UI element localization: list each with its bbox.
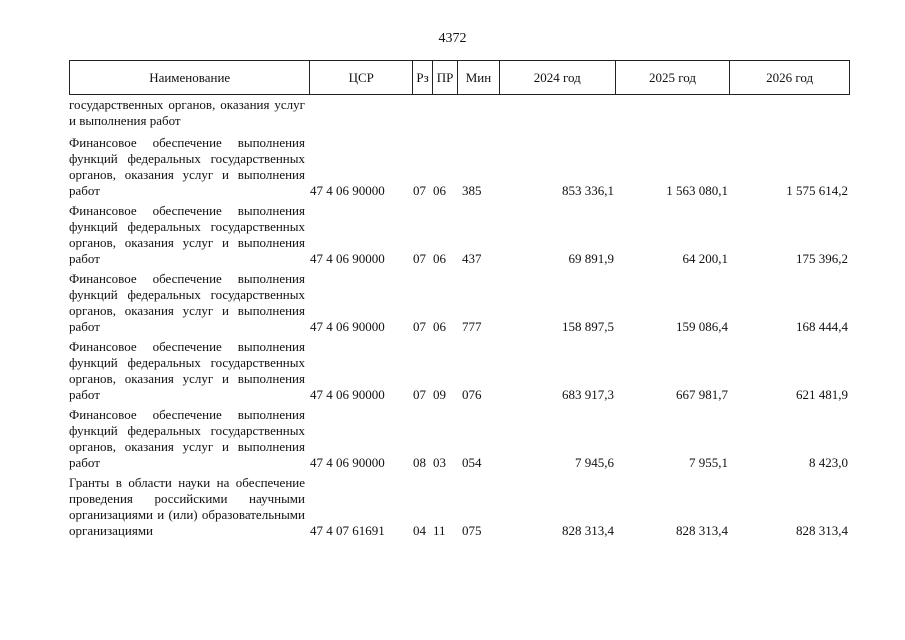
row-rz: 08 — [413, 455, 426, 470]
row-2025: 159 086,4 — [676, 319, 728, 334]
table-row — [69, 407, 850, 471]
header-2026: 2026 год — [766, 69, 814, 85]
row-csr: 47 4 06 90000 — [310, 387, 385, 402]
header-name: Наименование — [70, 61, 310, 94]
table-row — [69, 339, 850, 403]
row-2024: 7 945,6 — [575, 455, 614, 470]
row-min: 385 — [462, 183, 482, 198]
row-min: 777 — [462, 319, 482, 334]
row-2024: 69 891,9 — [568, 251, 614, 266]
row-2024: 828 313,4 — [562, 523, 614, 538]
table-row — [69, 271, 850, 335]
row-pr: 03 — [433, 455, 446, 470]
row-2026: 828 313,4 — [796, 523, 848, 538]
row-2024: 853 336,1 — [562, 183, 614, 198]
table-rows — [69, 135, 850, 539]
table-row — [69, 203, 850, 267]
table-body — [69, 97, 850, 543]
row-rz: 07 — [413, 319, 426, 334]
row-2026: 175 396,2 — [796, 251, 848, 266]
row-pr: 06 — [433, 183, 446, 198]
row-2026: 621 481,9 — [796, 387, 848, 402]
row-2025: 1 563 080,1 — [666, 183, 728, 198]
header-csr: ЦСР — [310, 61, 413, 94]
row-name: Финансовое обеспечение выполнения функций федеральных государственных органов, оказания услуг и выполнения работ — [69, 339, 305, 402]
row-csr: 47 4 06 90000 — [310, 455, 385, 470]
row-2025: 828 313,4 — [676, 523, 728, 538]
row-min: 437 — [462, 251, 482, 266]
header-rz: Рз — [413, 61, 433, 94]
row-2026: 168 444,4 — [796, 319, 848, 334]
row-2025: 64 200,1 — [682, 251, 728, 266]
row-name: Финансовое обеспечение выполнения функций федеральных государственных органов, оказания услуг и выполнения работ — [69, 407, 305, 470]
row-min: 075 — [462, 523, 482, 538]
row-name: Финансовое обеспечение выполнения функций федеральных государственных органов, оказания услуг и выполнения работ — [69, 271, 305, 334]
row-2024: 683 917,3 — [562, 387, 614, 402]
header-min: Мин — [458, 61, 500, 94]
row-pr: 06 — [433, 319, 446, 334]
row-name: Гранты в области науки на обеспечение проведения российскими научными организациями и (или) образовательными организациями — [69, 475, 305, 538]
row-2024: 158 897,5 — [562, 319, 614, 334]
table-row — [69, 135, 850, 199]
row-csr: 47 4 06 90000 — [310, 183, 385, 198]
row-min: 054 — [462, 455, 482, 470]
row-csr: 47 4 06 90000 — [310, 251, 385, 266]
row-pr: 09 — [433, 387, 446, 402]
row-name: Финансовое обеспечение выполнения функций федеральных государственных органов, оказания услуг и выполнения работ — [69, 203, 305, 266]
row-2025: 667 981,7 — [676, 387, 728, 402]
header-pr: ПР — [433, 61, 458, 94]
table-row — [69, 475, 850, 539]
row-name: Финансовое обеспечение выполнения функций федеральных государственных органов, оказания услуг и выполнения работ — [69, 135, 305, 198]
row-rz: 07 — [413, 183, 426, 198]
row-pr: 11 — [433, 523, 446, 538]
header-2025: 2025 год — [616, 61, 731, 94]
row-2026: 1 575 614,2 — [786, 183, 848, 198]
carry-over-text: государственных органов, оказания услуг и выполнения работ — [69, 97, 305, 128]
row-rz: 07 — [413, 251, 426, 266]
page-number: 4372 — [438, 31, 467, 46]
row-rz: 04 — [413, 523, 426, 538]
row-min: 076 — [462, 387, 482, 402]
header-2024: 2024 год — [500, 61, 616, 94]
row-csr: 47 4 07 61691 — [310, 523, 385, 538]
row-rz: 07 — [413, 387, 426, 402]
row-2025: 7 955,1 — [689, 455, 728, 470]
table-header — [69, 60, 850, 95]
row-2026: 8 423,0 — [809, 455, 848, 470]
row-csr: 47 4 06 90000 — [310, 319, 385, 334]
row-pr: 06 — [433, 251, 446, 266]
